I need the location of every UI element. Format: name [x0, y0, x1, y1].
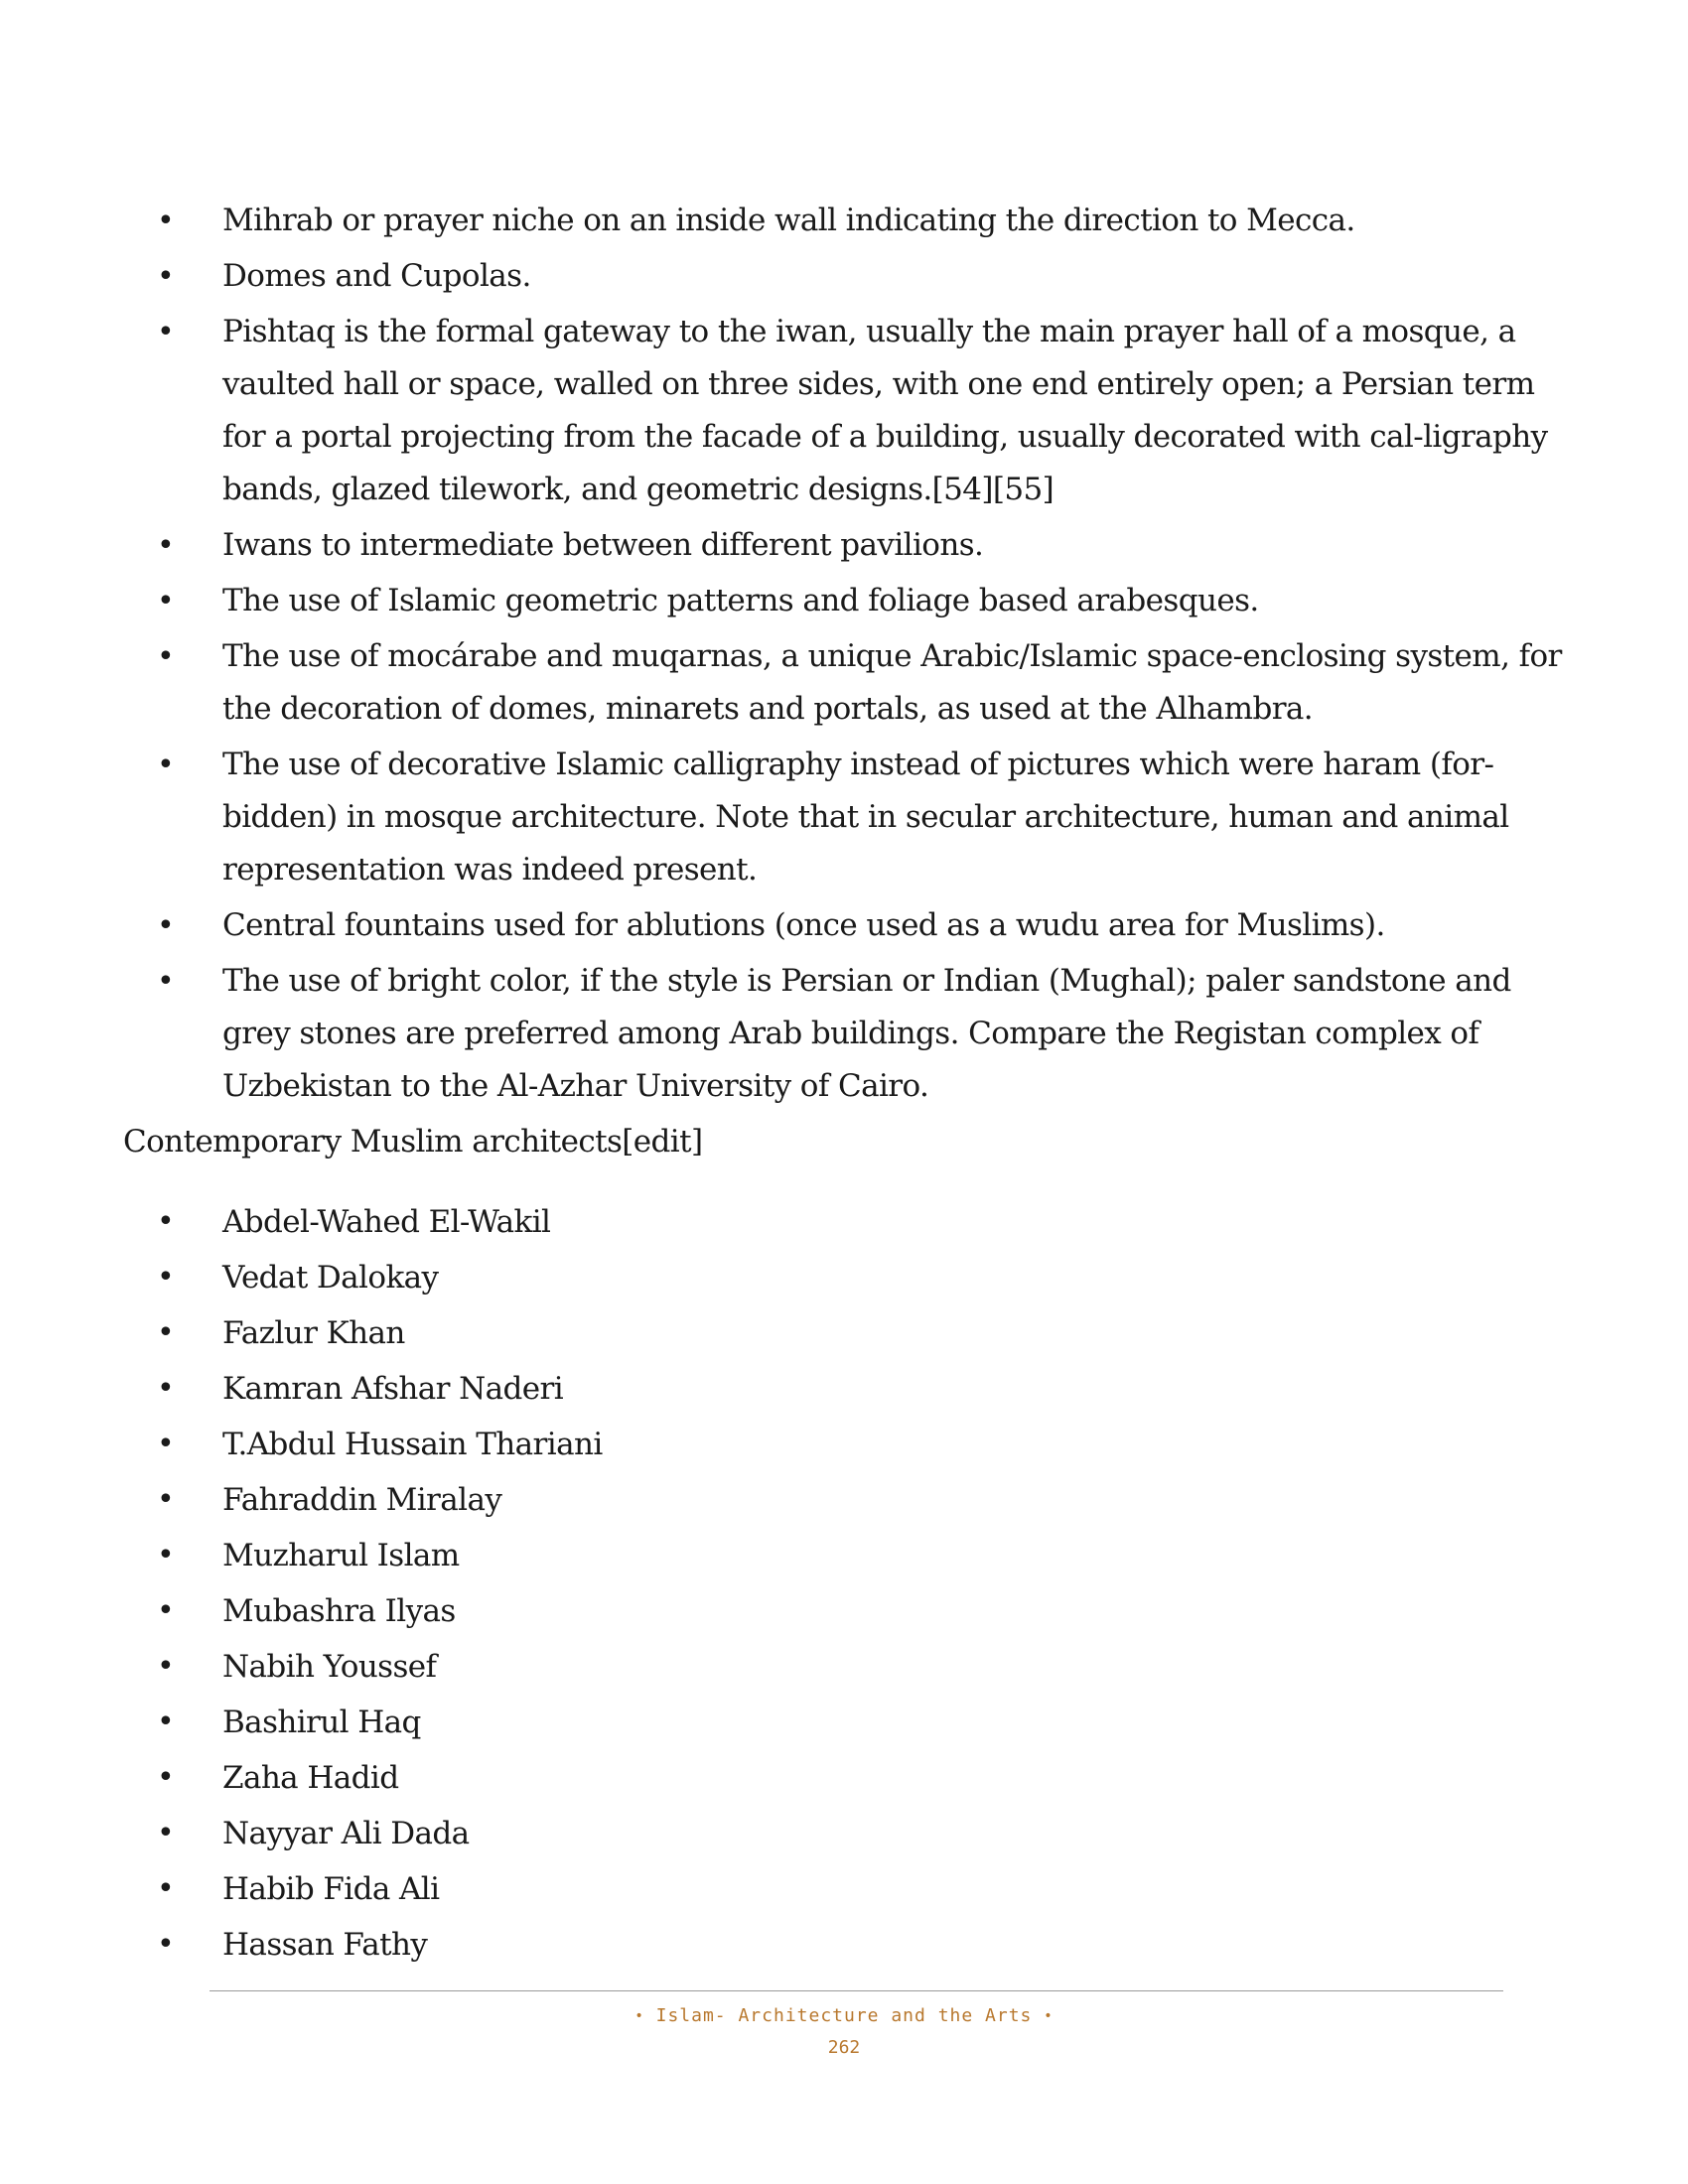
- architect-name: T.Abdul Hussain Thariani: [222, 1427, 603, 1462]
- list-item: [123, 1695, 1573, 1750]
- bullet-icon: •: [157, 1260, 175, 1295]
- architect-name: Muzharul Islam: [222, 1538, 460, 1573]
- bullet-icon: •: [157, 639, 175, 674]
- list-item: [123, 250, 1573, 303]
- page-content: [123, 195, 1573, 1973]
- list-item: [123, 1305, 1573, 1361]
- list-item-text: Domes and Cupolas.: [222, 258, 531, 294]
- bullet-icon: •: [157, 1816, 175, 1850]
- list-item-text: The use of Islamic geometric patterns and foliage based arabesques.: [222, 583, 1259, 618]
- architect-name: Bashirul Haq: [222, 1705, 421, 1740]
- list-item: [123, 519, 1573, 572]
- architect-name: Abdel-Wahed El-Wakil: [222, 1204, 551, 1240]
- bullet-icon: •: [157, 584, 175, 618]
- list-item: [123, 1194, 1573, 1250]
- list-item: [123, 1917, 1573, 1973]
- list-item: [123, 739, 1573, 896]
- architect-name: Kamran Afshar Naderi: [222, 1371, 564, 1407]
- footer-divider: [210, 1990, 1503, 1991]
- list-item-text: The use of bright color, if the style is Persian or Indian (Mughal); paler sandstone and grey stones are preferred among Arab buildings. Compare the Registan complex of Uzbekistan to the Al-Azhar University of Cairo.: [222, 963, 1511, 1104]
- section-heading: Contemporary Muslim architects[edit]: [123, 1124, 703, 1160]
- architect-name: Nabih Youssef: [222, 1649, 437, 1685]
- list-item-text: Mihrab or prayer niche on an inside wall indicating the direction to Mecca.: [222, 203, 1355, 238]
- architect-name: Hassan Fathy: [222, 1927, 428, 1963]
- list-item: [123, 1750, 1573, 1806]
- list-item-text: The use of mocárabe and muqarnas, a unique Arabic/Islamic space-enclosing system, for the decoration of domes, minarets and portals, as used at the Alhambra.: [222, 638, 1562, 727]
- architect-name: Zaha Hadid: [222, 1760, 399, 1796]
- list-item: [123, 1861, 1573, 1917]
- list-item: [123, 955, 1573, 1113]
- list-item: [123, 306, 1573, 516]
- bullet-icon: •: [157, 1427, 175, 1461]
- bullet-icon: •: [157, 748, 175, 782]
- list-item: [123, 1583, 1573, 1639]
- features-list: [123, 195, 1573, 1113]
- list-item: [123, 1639, 1573, 1695]
- list-item: [123, 1417, 1573, 1472]
- bullet-icon: •: [157, 1371, 175, 1406]
- bullet-icon: •: [157, 259, 175, 294]
- bullet-icon: •: [157, 1593, 175, 1628]
- bullet-icon: •: [157, 1927, 175, 1962]
- page-number: 262: [827, 2037, 861, 2058]
- bullet-icon: •: [157, 1871, 175, 1906]
- list-item: [123, 1472, 1573, 1528]
- architect-name: Fazlur Khan: [222, 1315, 405, 1351]
- bullet-icon: •: [157, 908, 175, 943]
- architect-name: Vedat Dalokay: [222, 1260, 439, 1296]
- bullet-icon: •: [157, 204, 175, 238]
- architects-list: [123, 1194, 1573, 1973]
- bullet-icon: •: [157, 1705, 175, 1739]
- architect-name: Fahraddin Miralay: [222, 1482, 502, 1518]
- architect-name: Nayyar Ali Dada: [222, 1816, 470, 1851]
- footer-title: [0, 2005, 1688, 2026]
- dot-icon: •: [1044, 2008, 1054, 2024]
- bullet-icon: •: [157, 964, 175, 999]
- list-item: [123, 195, 1573, 247]
- dot-icon: •: [634, 2008, 644, 2024]
- bullet-icon: •: [157, 1315, 175, 1350]
- bullet-icon: •: [157, 1538, 175, 1572]
- list-item: [123, 630, 1573, 736]
- bullet-icon: •: [157, 1482, 175, 1517]
- list-item: [123, 1250, 1573, 1305]
- bullet-icon: •: [157, 528, 175, 563]
- list-item: [123, 1528, 1573, 1583]
- bullet-icon: •: [157, 1204, 175, 1239]
- architect-name: Mubashra Ilyas: [222, 1593, 456, 1629]
- footer-title-text: Islam- Architecture and the Arts: [655, 2005, 1033, 2026]
- list-item: [123, 575, 1573, 627]
- list-item-text: Iwans to intermediate between different pavilions.: [222, 527, 984, 563]
- bullet-icon: •: [157, 315, 175, 349]
- architect-name: Habib Fida Ali: [222, 1871, 440, 1907]
- bullet-icon: •: [157, 1760, 175, 1795]
- list-item: [123, 1361, 1573, 1417]
- list-item-text: The use of decorative Islamic calligraphy instead of pictures which were haram (for-bidden) in mosque architecture. Note that in secular architecture, human and animal representation was indeed present.: [222, 747, 1509, 887]
- list-item-text: Pishtaq is the formal gateway to the iwan, usually the main prayer hall of a mosque, a vaulted hall or space, walled on three sides, with one end entirely open; a Persian term for a portal projecting from the facade of a building, usually decorated with cal-ligraphy bands, glazed tilework, and geometric designs.[54][55]: [222, 314, 1548, 507]
- list-item: [123, 1806, 1573, 1861]
- list-item: [123, 899, 1573, 952]
- list-item-text: Central fountains used for ablutions (once used as a wudu area for Muslims).: [222, 907, 1385, 943]
- bullet-icon: •: [157, 1649, 175, 1684]
